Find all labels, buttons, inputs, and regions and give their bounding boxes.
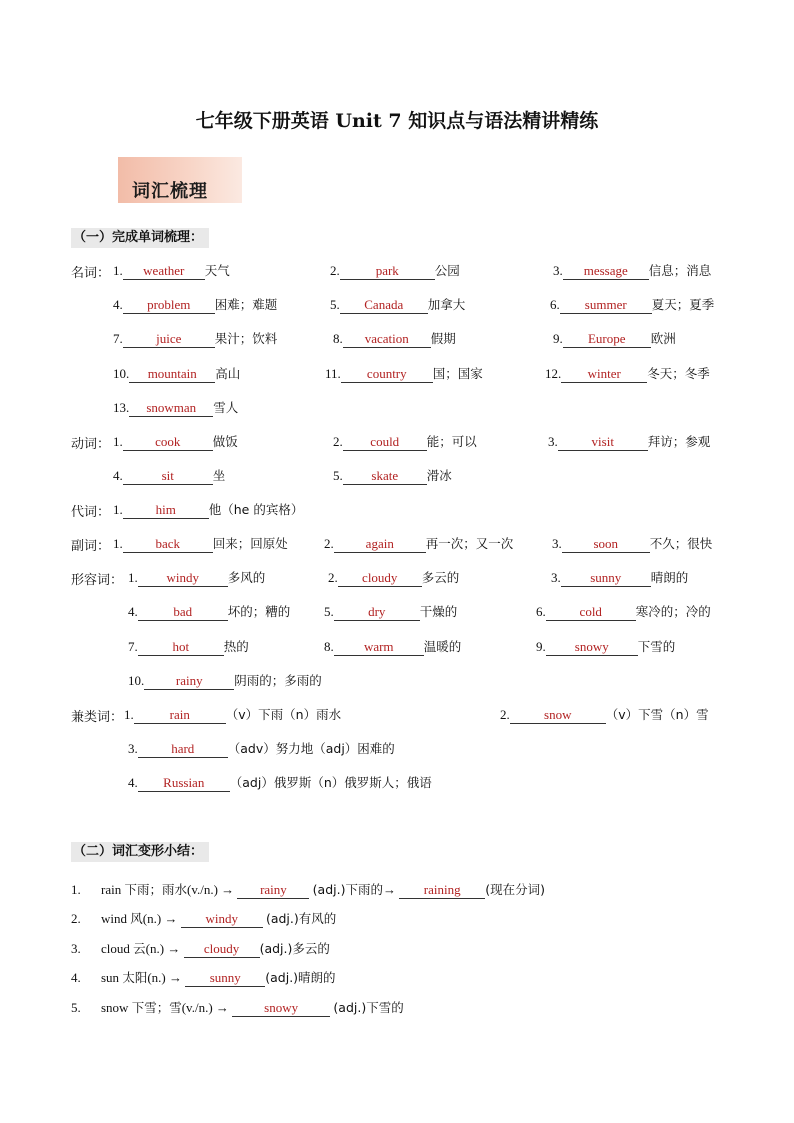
answer-blank[interactable]: soon [562,536,650,553]
section-heading-1: （一）完成单词梳理： [71,228,209,248]
noun-item [113,262,230,280]
item-number: 4. [113,297,123,312]
form-row [71,998,404,1017]
base-meaning: 云 [133,941,146,956]
answer-blank[interactable]: rainy [144,673,234,690]
base-word: wind [101,911,127,926]
item-meaning: 多云的 [421,570,460,585]
item-number: 7. [113,331,123,346]
answer-blank[interactable]: vacation [343,331,431,348]
noun-item [113,365,240,383]
item-meaning: 多风的 [227,570,266,585]
item-meaning: 欧洲 [650,331,676,346]
item-meaning: 高山 [215,366,241,381]
noun-item [113,296,277,314]
badge-label: 词汇梳理 [132,181,208,202]
answer-blank[interactable]: hard [138,741,228,758]
adverb-item [324,535,513,553]
answer-blank[interactable]: Europe [563,331,651,348]
item-number: 11. [325,366,341,381]
item-meaning: （adv）努力地（adj）困难的 [227,741,395,756]
form-row [71,939,330,958]
item-meaning: 干燥的 [419,604,458,619]
noun-item [330,262,460,280]
item-number: 12. [545,366,562,381]
item-meaning: 下雪的 [637,639,676,654]
answer-blank[interactable]: snowy [232,1000,330,1017]
noun-item [545,365,710,383]
item-meaning: 雪人 [213,400,239,415]
answer-blank[interactable]: sunny [185,970,265,987]
item-number: 2. [330,263,340,278]
item-number: 5. [324,604,334,619]
item-meaning: 寒冷的；冷的 [635,604,711,619]
item-meaning: 加拿大 [427,297,466,312]
base-meaning: 下雨；雨水 [124,882,187,897]
item-number: 3. [128,741,138,756]
item-number: 2. [333,434,343,449]
arrow-icon: → [215,1000,229,1015]
item-number: 10. [128,673,145,688]
base-meaning: 风 [130,911,143,926]
item-number: 5. [71,1000,81,1015]
part-of-speech: (n.) [145,941,165,956]
item-meaning: （v）下雪（n）雪 [605,707,709,722]
item-meaning: 能；可以 [426,434,477,449]
answer-blank[interactable]: could [343,434,427,451]
answer-blank[interactable]: rain [134,707,226,724]
item-number: 3. [548,434,558,449]
verb-item [333,467,452,485]
form-meaning: (adj.)下雨的 [312,882,383,897]
form-row [71,880,545,899]
part-of-speech: (n.) [147,970,166,985]
item-meaning: 坏的；糟的 [227,604,291,619]
item-number: 2. [500,707,510,722]
multi-item [128,774,432,792]
item-number: 8. [324,639,334,654]
item-number: 4. [71,970,81,985]
answer-blank[interactable]: him [123,502,209,519]
item-number: 4. [113,468,123,483]
item-meaning: 热的 [223,639,249,654]
item-meaning: （v）下雨（n）雨水 [225,707,342,722]
base-word: sun [101,970,120,985]
adjective-item [324,638,461,656]
form-meaning: (adj.)多云的 [259,941,330,956]
arrow-icon: → [167,941,181,956]
noun-item [550,296,714,314]
item-number: 1. [113,434,123,449]
noun-item [553,330,676,348]
item-meaning: 做饭 [212,434,238,449]
answer-blank[interactable]: hot [138,639,224,656]
base-word: rain [101,882,122,897]
answer-blank[interactable]: warm [334,639,424,656]
adjective-item [536,603,711,621]
arrow-icon: → [164,911,178,926]
item-number: 2. [324,536,334,551]
arrow-icon: → [169,970,182,985]
answer-blank[interactable]: raining [399,882,485,899]
base-word: snow [101,1000,129,1015]
item-meaning: 滑冰 [426,468,452,483]
category-label-multi: 兼类词： [71,710,124,725]
answer-blank[interactable]: snowman [129,400,213,417]
item-number: 6. [536,604,546,619]
form-meaning: (adj.)下雪的 [333,1000,404,1015]
answer-blank[interactable]: problem [123,297,215,314]
item-number: 1. [71,882,81,897]
pronoun-item [113,501,303,519]
adverb-item [113,535,288,553]
verb-item [113,433,238,451]
answer-blank[interactable]: rainy [237,882,309,899]
item-meaning: 果汁；饮料 [214,331,278,346]
item-meaning: 公园 [434,263,460,278]
item-number: 13. [113,400,130,415]
adjective-item [128,603,290,621]
form-meaning: (adj.)晴朗的 [265,970,336,985]
part-of-speech: (v./n.) [186,882,218,897]
answer-blank[interactable]: snowy [546,639,638,656]
item-meaning: 天气 [204,263,230,278]
item-number: 5. [333,468,343,483]
form-meaning: (adj.)有风的 [265,911,337,926]
noun-item [553,262,711,280]
answer-blank[interactable]: park [340,263,435,280]
adjective-item [128,638,249,656]
item-meaning: 国；国家 [432,366,483,381]
answer-blank[interactable]: snow [510,707,606,724]
category-label-verb: 动词： [71,437,111,452]
answer-blank[interactable]: Russian [138,775,230,792]
item-number: 6. [550,297,560,312]
base-meaning: 下雪；雪 [131,1000,182,1015]
item-meaning: 不久；很快 [649,536,713,551]
answer-blank[interactable]: again [334,536,426,553]
answer-blank[interactable]: message [563,263,649,280]
item-number: 1. [113,536,123,551]
item-number: 5. [330,297,340,312]
answer-blank[interactable]: mountain [129,366,215,383]
noun-item [330,296,465,314]
item-number: 9. [536,639,546,654]
item-meaning: 拜访；参观 [647,434,711,449]
item-number: 2. [71,911,81,926]
item-meaning: 温暖的 [423,639,462,654]
adjective-item [128,672,322,690]
item-meaning: 冬天；冬季 [647,366,710,381]
answer-blank[interactable]: country [341,366,433,383]
answer-blank[interactable]: Canada [340,297,428,314]
adjective-item [328,569,459,587]
answer-blank[interactable]: cold [546,604,636,621]
verb-item [113,467,225,485]
answer-blank[interactable]: weather [123,263,205,280]
answer-blank[interactable]: cook [123,434,213,451]
item-number: 3. [552,536,562,551]
answer-blank[interactable]: windy [181,911,263,928]
item-meaning: 阴雨的；多雨的 [234,673,322,688]
noun-item [333,330,456,348]
item-meaning: 坐 [212,468,226,483]
category-label-noun: 名词： [71,266,111,281]
item-meaning: 再一次；又一次 [425,536,514,551]
adverb-item [552,535,712,553]
answer-blank[interactable]: dry [334,604,420,621]
item-number: 8. [333,331,343,346]
item-number: 3. [71,941,81,956]
item-number: 4. [128,604,138,619]
section-heading-2: （二）词汇变形小结： [71,842,209,862]
item-meaning: 困难；难题 [214,297,278,312]
adjective-item [536,638,675,656]
item-number: 10. [113,366,130,381]
answer-blank[interactable]: bad [138,604,228,621]
item-number: 3. [553,263,563,278]
item-number: 1. [113,502,123,517]
base-meaning: 太阳 [122,970,148,985]
category-label-adjective: 形容词： [71,573,124,588]
answer-blank[interactable]: winter [561,366,647,383]
noun-item [113,399,238,417]
answer-blank[interactable]: sunny [561,570,651,587]
item-meaning: 假期 [430,331,456,346]
item-meaning: （adj）俄罗斯（n）俄罗斯人；俄语 [229,775,432,790]
item-meaning: 晴朗的 [650,570,689,585]
answer-blank[interactable]: back [123,536,213,553]
item-number: 2. [328,570,338,585]
section-badge [118,157,242,203]
answer-blank[interactable]: sit [123,468,213,485]
arrow-icon: → [382,882,396,897]
item-meaning: 信息；消息 [648,263,712,278]
form-row [71,968,336,987]
part-of-speech: (v./n.) [181,1000,213,1015]
adjective-item [128,569,265,587]
category-label-pronoun: 代词： [71,505,111,520]
item-number: 1. [113,263,123,278]
adjective-item [324,603,457,621]
item-number: 1. [128,570,138,585]
form-meaning: (现在分词) [485,882,545,897]
multi-item [128,740,395,758]
verb-item [333,433,477,451]
multi-item [500,706,709,724]
answer-blank[interactable]: windy [138,570,228,587]
noun-item [325,365,483,383]
adjective-item [551,569,688,587]
noun-item [113,330,277,348]
item-number: 1. [124,707,134,722]
page-title: 七年级下册英语 Unit 7 知识点与语法精讲精练 [195,110,599,132]
arrow-icon: → [221,882,235,897]
answer-blank[interactable]: skate [343,468,427,485]
item-meaning: 夏天；夏季 [651,297,715,312]
answer-blank[interactable]: summer [560,297,652,314]
item-number: 9. [553,331,563,346]
answer-blank[interactable]: cloudy [338,570,422,587]
verb-item [548,433,710,451]
answer-blank[interactable]: cloudy [184,941,260,958]
base-word: cloud [101,941,130,956]
item-number: 3. [551,570,561,585]
answer-blank[interactable]: visit [558,434,648,451]
item-meaning: 他（he 的宾格） [208,502,304,517]
category-label-adverb: 副词： [71,539,111,554]
item-number: 4. [128,775,138,790]
item-meaning: 回来；回原处 [212,536,288,551]
part-of-speech: (n.) [142,911,162,926]
form-row [71,909,336,928]
answer-blank[interactable]: juice [123,331,215,348]
item-number: 7. [128,639,138,654]
multi-item [124,706,341,724]
